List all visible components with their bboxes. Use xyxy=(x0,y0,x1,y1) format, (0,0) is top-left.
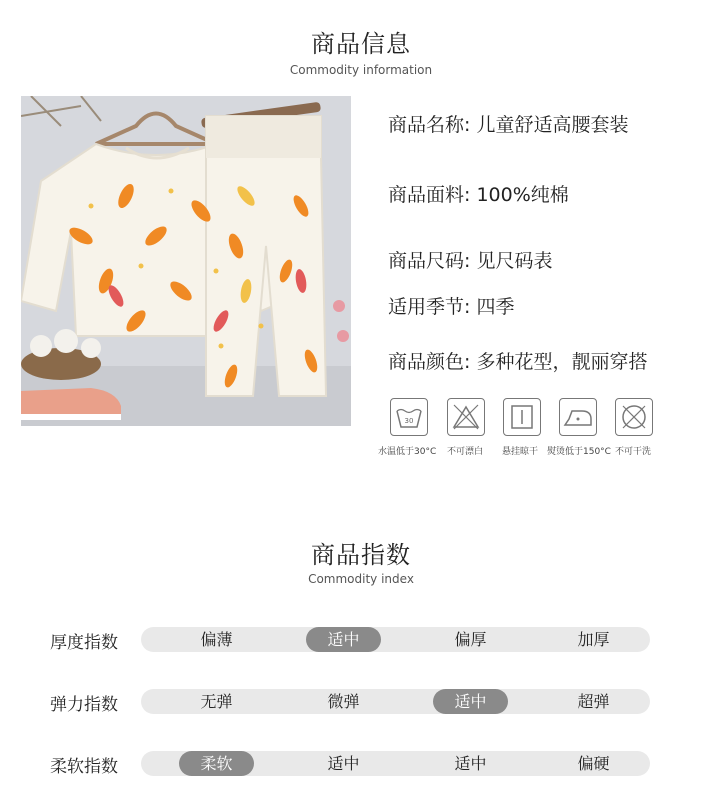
elasticity-index-label: 弹力指数 xyxy=(50,695,118,715)
thickness-index-label: 厚度指数 xyxy=(50,633,118,653)
info-section-title: 商品信息 xyxy=(311,30,411,58)
kids-pajama-set-image xyxy=(21,96,351,426)
wash-temp-badge: 30 xyxy=(404,417,414,425)
info-product-fabric: 商品面料: 100%纯棉 xyxy=(388,184,569,206)
care-label-wash: 水温低于30°C xyxy=(378,447,437,457)
no-bleach-icon xyxy=(445,398,487,436)
wash-30-icon xyxy=(388,398,430,436)
thickness-option: 适中 xyxy=(306,627,381,652)
softness-option: 柔软 xyxy=(179,751,254,776)
care-label-no-dry-clean: 不可干洗 xyxy=(615,447,652,457)
softness-index-bar xyxy=(141,751,650,776)
no-dry-clean-icon xyxy=(613,398,655,436)
care-label-iron: 熨烫低于150°C xyxy=(547,447,611,457)
info-product-name: 商品名称: 儿童舒适高腰套装 xyxy=(388,114,629,136)
elasticity-index-bar xyxy=(141,689,650,714)
softness-option: 适中 xyxy=(327,754,360,773)
thickness-option: 偏厚 xyxy=(454,630,487,649)
softness-index-label: 柔软指数 xyxy=(50,757,118,777)
elasticity-option: 微弹 xyxy=(327,692,360,711)
info-product-size: 商品尺码: 见尺码表 xyxy=(388,250,553,272)
elasticity-option: 无弹 xyxy=(200,692,233,711)
hang-dry-icon xyxy=(501,398,543,436)
elasticity-option: 适中 xyxy=(433,689,508,714)
index-section-subtitle: Commodity index xyxy=(308,572,414,586)
care-label-no-bleach: 不可漂白 xyxy=(447,447,484,457)
thickness-index-bar xyxy=(141,627,650,652)
care-label-hang-dry: 悬挂晾干 xyxy=(502,447,539,457)
product-photo xyxy=(21,96,351,426)
iron-low-icon xyxy=(557,398,599,436)
info-product-color: 商品颜色: 多种花型，靓丽穿搭 xyxy=(388,351,648,373)
softness-option: 偏硬 xyxy=(577,754,610,773)
info-section-subtitle: Commodity information xyxy=(289,63,433,77)
thickness-option: 偏薄 xyxy=(200,630,233,649)
info-product-season: 适用季节: 四季 xyxy=(388,296,515,318)
thickness-option: 加厚 xyxy=(577,630,610,649)
elasticity-option: 超弹 xyxy=(577,692,610,711)
index-section-title: 商品指数 xyxy=(311,541,411,569)
softness-option: 适中 xyxy=(454,754,487,773)
